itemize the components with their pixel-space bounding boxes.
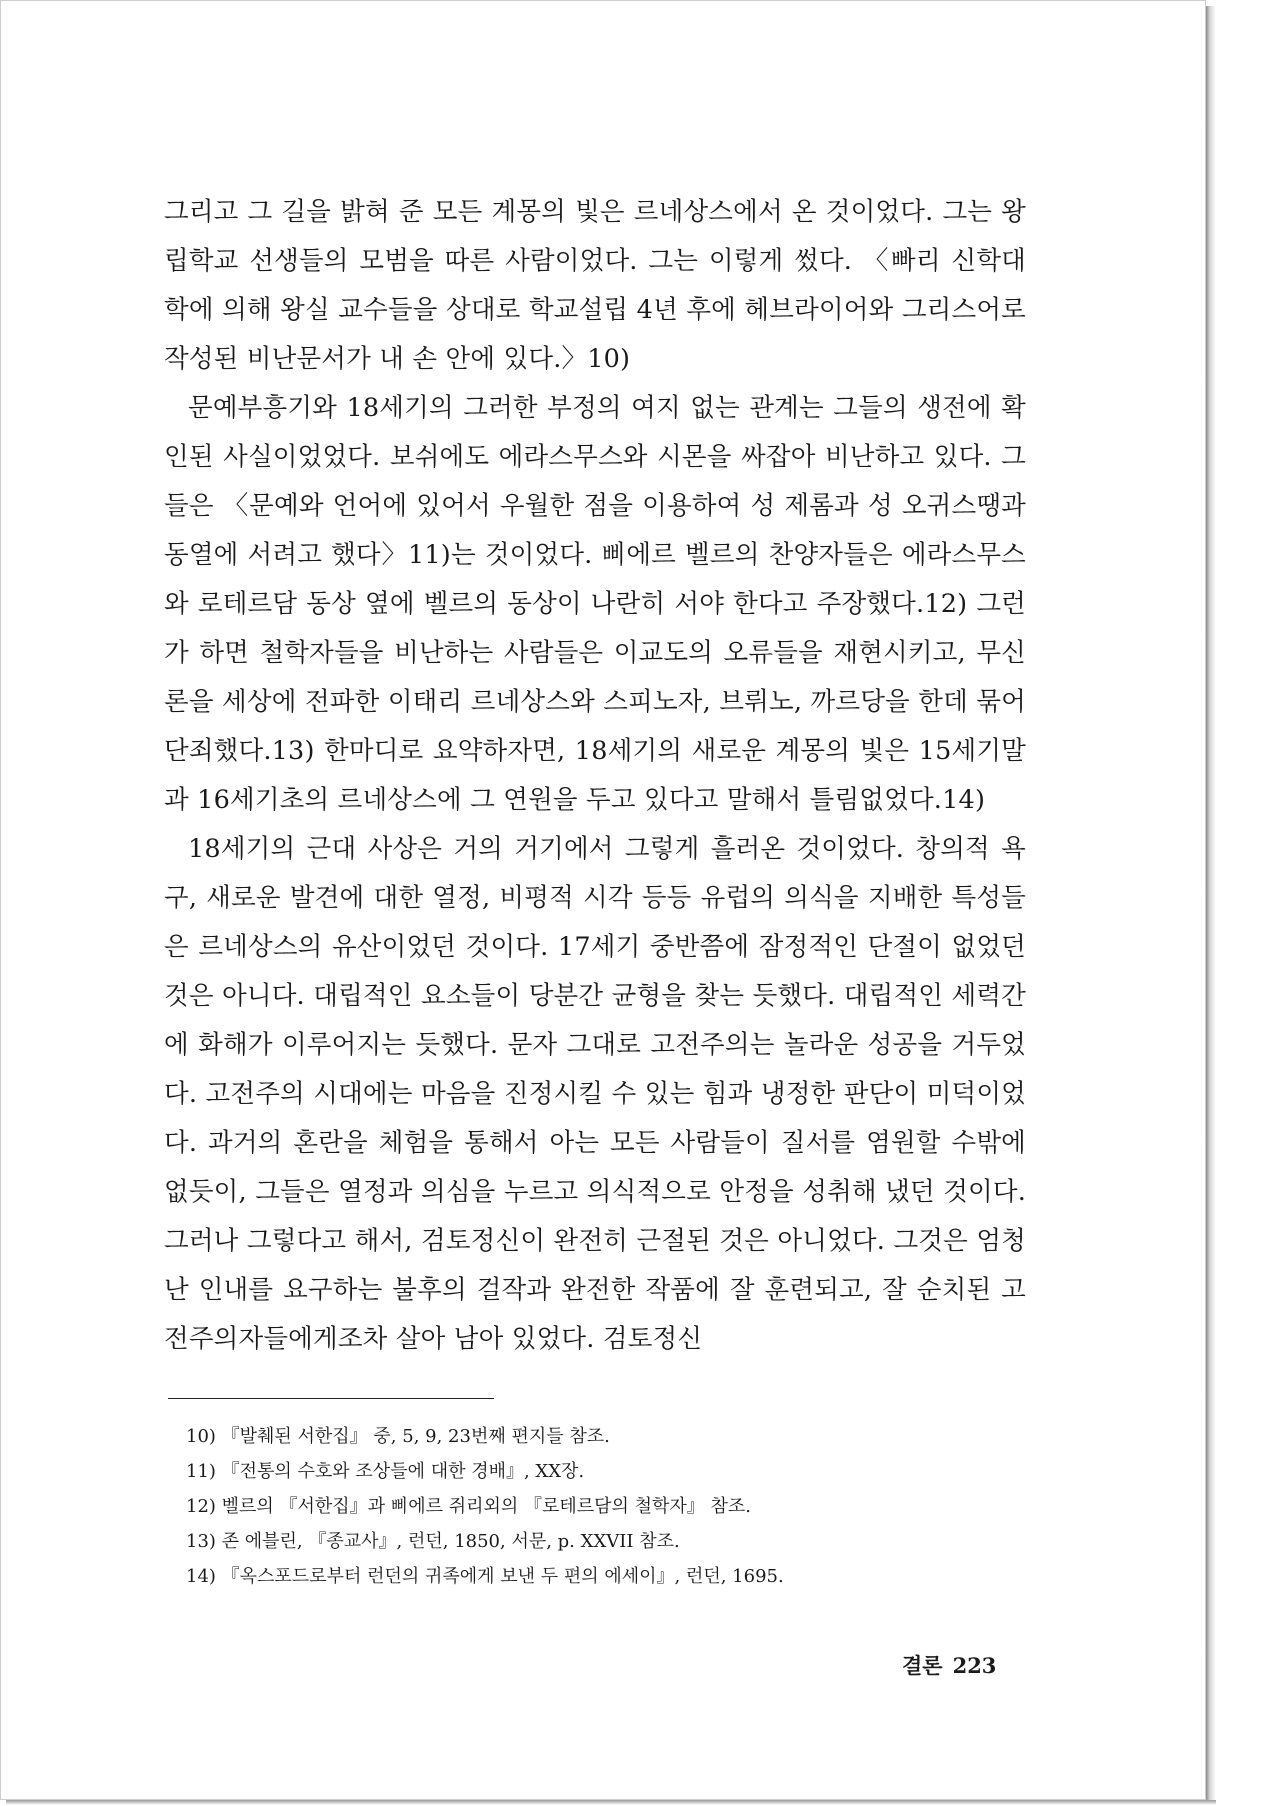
paragraph-2: 문예부흥기와 18세기의 그러한 부정의 여지 없는 관계는 그들의 생전에 확인된 사실이었었다. 보쉬에도 에라스무스와 시몬을 싸잡아 비난하고 있다. 그들은 〈문예와 언어에 있어서 우월한 점을 이용하여 성 제롬과 성 오귀스땡과 동열에 서려고 했다〉11)는 것이었다. 삐에르 벨르의 찬양자들은 에라스무스와 로테르담 동상 옆에 벨르의 동상이 나란히 서야 한다고 주장했다.12) 그런가 하면 철학자들을 비난하는 사람들은 이교도의 오류들을 재현시키고, 무신론을 세상에 전파한 이태리 르네상스와 스피노자, 브뤼노, 까르당을 한데 묶어 단죄했다.13) 한마디로 요약하자면, 18세기의 새로운 계몽의 빛은 15세기말과 16세기초의 르네상스에 그 연원을 두고 있다고 말해서 틀림없었다.14) xyxy=(164,393,1026,815)
footnotes xyxy=(186,1419,1006,1594)
footnote-10: 10) 『발췌된 서한집』 중, 5, 9, 23번째 편지들 참조. xyxy=(186,1426,610,1447)
running-footer xyxy=(902,1650,996,1680)
page-number: 223 xyxy=(952,1653,997,1678)
footnote-14: 14) 『옥스포드로부터 런던의 귀족에게 보낸 두 편의 에세이』, 런던, 1695. xyxy=(186,1566,784,1587)
footnote-11: 11) 『전통의 수호와 조상들에 대한 경배』, XX장. xyxy=(186,1461,585,1482)
main-text xyxy=(164,188,1026,1364)
paragraph-1: 그리고 그 길을 밝혀 준 모든 계몽의 빛은 르네상스에서 온 것이었다. 그는 왕립학교 선생들의 모범을 따른 사람이었다. 그는 이렇게 썼다. 〈빠리 신학대학에 의해 왕실 교수들을 상대로 학교설립 4년 후에 헤브라이어와 그리스어로 작성된 비난문서가 내 손 안에 있다.〉10) xyxy=(164,197,1026,374)
page-edge-shadow xyxy=(1206,6,1216,1800)
paragraph-3: 18세기의 근대 사상은 거의 거기에서 그렇게 흘러온 것이었다. 창의적 욕구, 새로운 발견에 대한 열정, 비평적 시각 등등 유럽의 의식을 지배한 특성들은 르네상스의 유산이었던 것이다. 17세기 중반쯤에 잠정적인 단절이 없었던 것은 아니다. 대립적인 요소들이 당분간 균형을 찾는 듯했다. 대립적인 세력간에 화해가 이루어지는 듯했다. 문자 그대로 고전주의는 놀라운 성공을 거두었다. 고전주의 시대에는 마음을 진정시킬 수 있는 힘과 냉정한 판단이 미덕이었다. 과거의 혼란을 체험을 통해서 아는 모든 사람들이 질서를 염원할 수밖에 없듯이, 그들은 열정과 의심을 누르고 의식적으로 안정을 성취해 냈던 것이다. 그러나 그렇다고 해서, 검토정신이 완전히 근절된 것은 아니었다. 그것은 엄청난 인내를 요구하는 불후의 걸작과 완전한 작품에 잘 훈련되고, 잘 순치된 고전주의자들에게조차 살아 남아 있었다. 검토정신 xyxy=(164,834,1027,1354)
section-title: 결론 xyxy=(902,1653,943,1678)
footnote-divider xyxy=(168,1398,494,1399)
footnote-13: 13) 존 에블린, 『종교사』, 런던, 1850, 서문, p. XXVII 참조. xyxy=(186,1531,680,1552)
page-bottom-shadow xyxy=(6,1800,1216,1805)
footnote-12: 12) 벨르의 『서한집』과 삐에르 쥐리외의 『로테르담의 철학자』 참조. xyxy=(186,1496,752,1517)
